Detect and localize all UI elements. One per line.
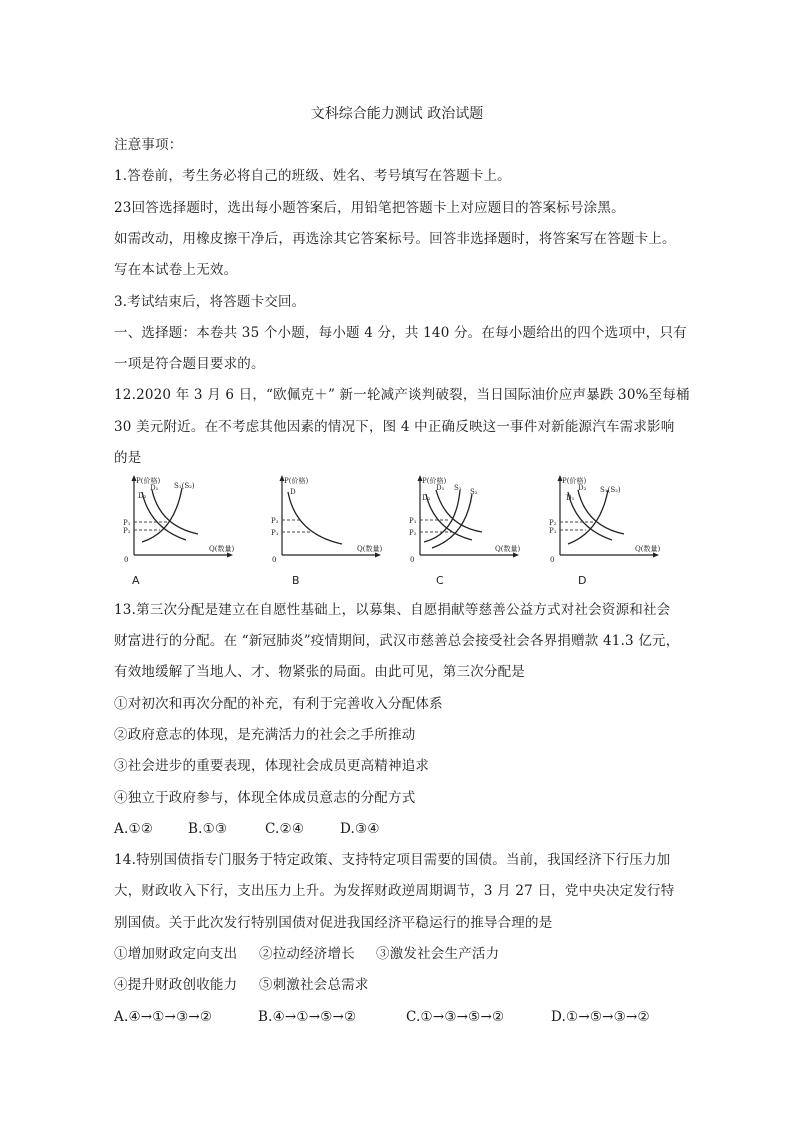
graph-panel-b bbox=[260, 470, 390, 595]
origin-label: 0 bbox=[550, 556, 555, 564]
panel-label-a: A bbox=[132, 574, 140, 587]
section-instructions: 一、选择题：本卷共 35 个小题，每小题 4 分，共 140 分。在每小题给出的四个选项中，只有 bbox=[114, 325, 687, 341]
panel-label-b: B bbox=[292, 574, 300, 587]
option-c[interactable]: C.②④ bbox=[265, 821, 305, 837]
option-d[interactable]: D.①→⑤→③→② bbox=[551, 1009, 650, 1025]
notice-heading: 注意事项： bbox=[114, 137, 183, 153]
curve-label: D₁ bbox=[150, 484, 159, 492]
option-d[interactable]: D.③④ bbox=[340, 821, 380, 837]
question-12-text-cont2: 的是 bbox=[114, 450, 142, 466]
curve-label: S₁(S₂) bbox=[600, 486, 621, 494]
question-13-text-cont: 财富进行的分配。在 “新冠肺炎”疫情期间，武汉市慈善总会接受社会各界捐赠款 41.3 亿元， bbox=[114, 633, 680, 649]
p-axis-label: P(价格) bbox=[422, 477, 447, 485]
q-axis-label: Q(数量) bbox=[495, 545, 521, 553]
question-14-statement: ⑤刺激社会总需求 bbox=[259, 977, 369, 993]
curve-label: D₂ bbox=[138, 492, 147, 500]
question-13-text: 13.第三次分配是建立在自愿性基础上，以募集、自愿捐献等慈善公益方式对社会资源和社会 bbox=[114, 602, 671, 618]
price-label: P₂ bbox=[409, 529, 417, 537]
question-14-statement: ②拉动经济增长 bbox=[259, 946, 355, 962]
question-14-statement: ①增加财政定向支出 bbox=[114, 946, 238, 962]
q-axis-label: Q(数量) bbox=[635, 545, 661, 553]
question-12-text-cont: 30 美元附近。在不考虑其他因素的情况下，图 4 中正确反映这一事件对新能源汽车需求影响 bbox=[114, 419, 675, 435]
curve-label: S₂ bbox=[470, 488, 478, 496]
notice-item-1: 1.答卷前，考生务必将自己的班级、姓名、考号填写在答题卡上。 bbox=[114, 168, 511, 184]
question-13-statement-4: ④独立于政府参与，体现全体成员意志的分配方式 bbox=[114, 790, 416, 806]
question-14-text-cont: 大，财政收入下行，支出压力上升。为发挥财政逆周期调节，3 月 27 日，党中央决定发行特 bbox=[114, 883, 675, 899]
question-12-figure bbox=[112, 470, 672, 595]
section-instructions-cont: 一项是符合题目要求的。 bbox=[114, 356, 265, 372]
question-14-statements-row2 bbox=[114, 975, 369, 995]
question-12-text: 12.2020 年 3 月 6 日，“欧佩克＋” 新一轮减产谈判破裂，当日国际油价应声暴跌 30%至每桶 bbox=[114, 387, 690, 403]
curve-label: S₁(S₂) bbox=[174, 482, 195, 490]
origin-label: 0 bbox=[410, 556, 415, 564]
question-14-statement: ④提升财政创收能力 bbox=[114, 977, 238, 993]
question-14-statements-row1 bbox=[114, 944, 499, 964]
notice-item-3: 3.考试结束后，将答题卡交回。 bbox=[114, 294, 306, 310]
option-b[interactable]: B.④→①→⑤→② bbox=[258, 1009, 357, 1025]
q-axis-label: Q(数量) bbox=[357, 545, 383, 553]
option-b[interactable]: B.①③ bbox=[188, 821, 228, 837]
price-label: P₁ bbox=[271, 529, 279, 537]
question-13-text-cont2: 有效地缓解了当地人、才、物紧张的局面。由此可见，第三次分配是 bbox=[114, 664, 525, 680]
question-14-options bbox=[114, 1007, 650, 1027]
curve-label: D₁ bbox=[436, 484, 445, 492]
question-13-statement-3: ③社会进步的重要表现，体现社会成员更高精神追求 bbox=[114, 758, 430, 774]
price-label: P₂ bbox=[271, 517, 279, 525]
panel-label-d: D bbox=[578, 574, 587, 587]
graph-panel-d bbox=[538, 470, 668, 595]
question-13-statement-2: ②政府意志的体现，是充满活力的社会之手所推动 bbox=[114, 727, 416, 743]
option-a[interactable]: A.①② bbox=[114, 821, 154, 837]
question-13-options bbox=[114, 819, 380, 839]
p-axis-label: P(价格) bbox=[284, 477, 309, 485]
curve-label: D₂ bbox=[422, 494, 431, 502]
price-label: P₁ bbox=[123, 519, 131, 527]
price-label: P₁ bbox=[409, 517, 417, 525]
graph-panel-a bbox=[112, 470, 242, 595]
p-axis-label: P(价格) bbox=[136, 477, 161, 485]
price-label: P₁ bbox=[549, 527, 557, 535]
curve-label: D bbox=[290, 488, 296, 496]
origin-label: 0 bbox=[272, 556, 277, 564]
notice-item-2-cont2: 写在本试卷上无效。 bbox=[114, 262, 238, 278]
price-label: P₂ bbox=[123, 527, 131, 535]
notice-item-2: 23回答选择题时，选出每小题答案后，用铅笔把答题卡上对应题目的答案标号涂黑。 bbox=[114, 200, 625, 216]
option-a[interactable]: A.④→①→③→② bbox=[114, 1009, 213, 1025]
question-13-statement-1: ①对初次和再次分配的补充，有利于完善收入分配体系 bbox=[114, 696, 443, 712]
q-axis-label: Q(数量) bbox=[209, 545, 235, 553]
panel-label-c: C bbox=[436, 574, 444, 587]
p-axis-label: P(价格) bbox=[562, 477, 587, 485]
curve-label: D₂ bbox=[578, 484, 587, 492]
price-label: P₂ bbox=[549, 519, 557, 527]
question-14-text: 14.特别国债指专门服务于特定政策、支持特定项目需要的国债。当前，我国经济下行压力加 bbox=[114, 852, 671, 868]
exam-title: 文科综合能力测试 政治试题 bbox=[310, 106, 484, 122]
curve-label: D₁ bbox=[566, 494, 575, 502]
question-14-text-cont2: 别国债。关于此次发行特别国债对促进我国经济平稳运行的推导合理的是 bbox=[114, 915, 553, 931]
notice-item-2-cont: 如需改动，用橡皮擦干净后，再选涂其它答案标号。回答非选择题时，将答案写在答题卡上。 bbox=[114, 231, 676, 247]
curve-label: S₁ bbox=[454, 484, 462, 492]
question-14-statement: ③激发社会生产活力 bbox=[376, 946, 500, 962]
origin-label: 0 bbox=[124, 556, 129, 564]
graph-panel-c bbox=[398, 470, 528, 595]
option-c[interactable]: C.①→③→⑤→② bbox=[406, 1009, 505, 1025]
